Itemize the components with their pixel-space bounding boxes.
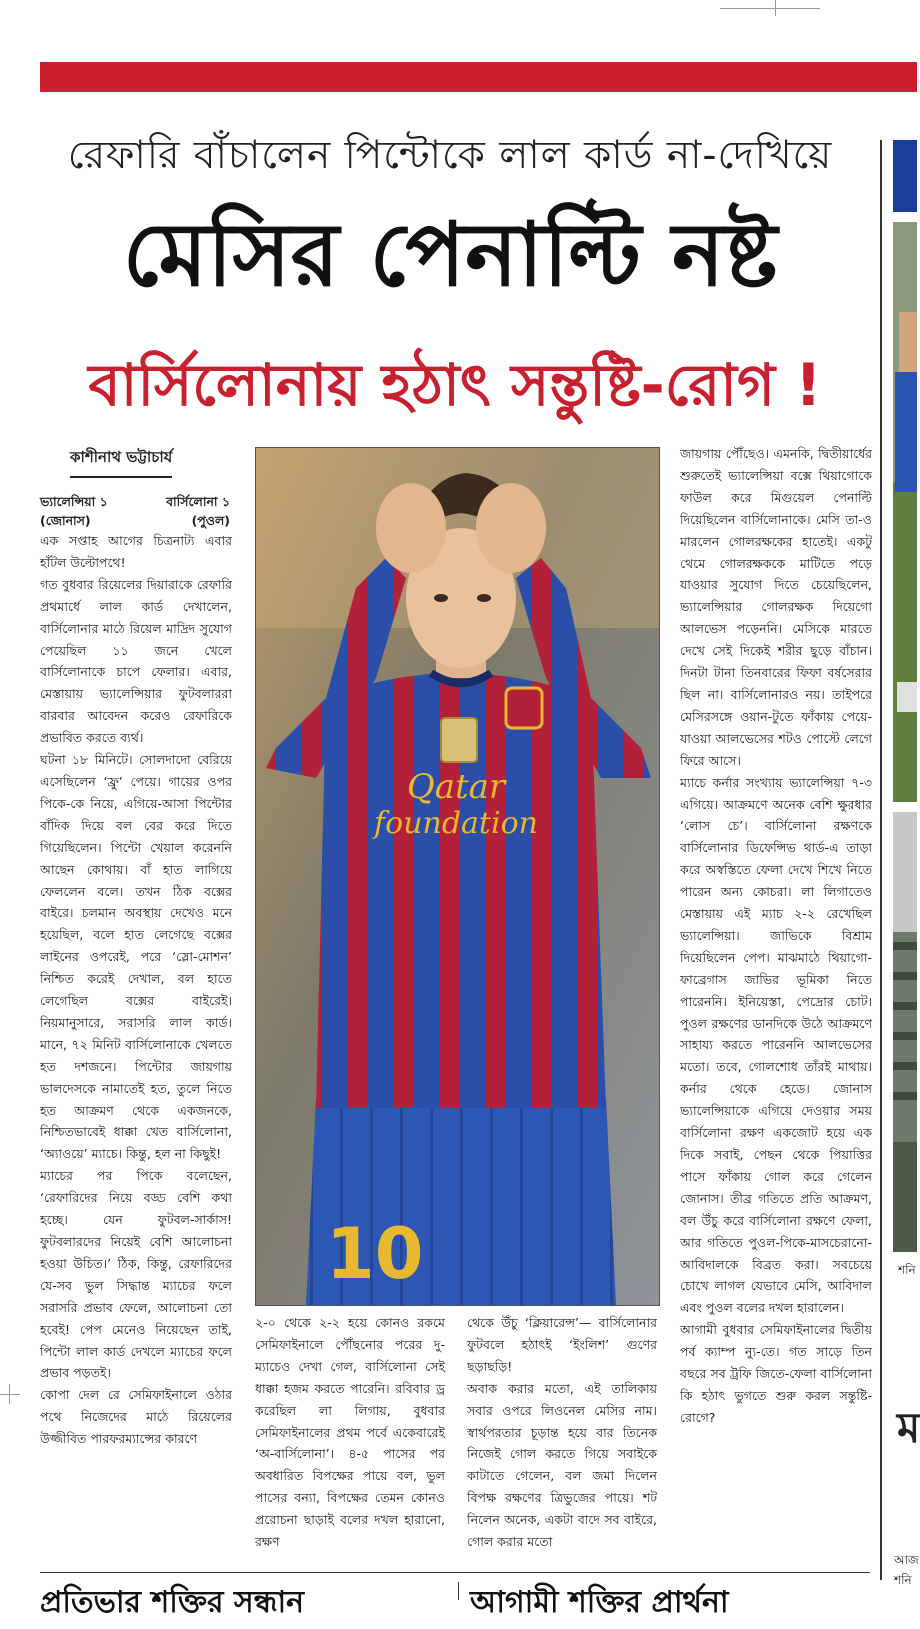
paragraph: ম্যাচের পর পিকে বলেছেন, ‘রেফারিদের নিয়ে বড্ড বেশি কথা হচ্ছে। যেন ফুটবল-সার্কাস! ফুটবলারদের নিয়েই বেশি আলোচনা হওয়া উচিত।’ ঠিক, কিন্তু, রেফারিদের যে-সব ভুল সিদ্ধান্ত ম্যাচের ফলে সরাসরি প্রভাব ফেলে, আলোচনা তো হবেই! পেপ মেনেও নিয়েছেন তাই, পিন্টো লাল কার্ড দেখলে ম্যাচের ফলে প্রভাব পড়তই।: [40, 1168, 232, 1381]
adjacent-text-fragment-2: শনি: [894, 1573, 912, 1587]
paragraph: কোপা দেল রে সেমিফাইনালে ওঠার পথে নিজেদের মাঠে রিয়েলের উজ্জীবিত পারফরম্যান্সের কারণে: [40, 1387, 232, 1447]
adjacent-photo-bottom: [893, 812, 917, 1252]
scoreline: [40, 492, 230, 530]
paragraph: অবাক করার মতো, এই তালিকায় সবার ওপরে লিওনেল মেসির নাম। স্বার্থপরতার চূড়ান্ত হয়ে বার তিনেক নিজেই গোল করতে গিয়ে সবাইকে কাটাতে গেলেন, বল জমা দিলেন বিপক্ষ রক্ষণের ত্রিভুজের পায়ে। শট নিলেন অনেক, একটা বাদে সব বাইরে, গোল করার মতো: [467, 1380, 657, 1550]
adjacent-text-fragment-1: আজ: [894, 1553, 919, 1567]
crop-mark-vertical: [775, 0, 776, 16]
next-story-separator: [458, 1582, 459, 1600]
shorts-number-text: 10: [326, 1213, 424, 1295]
home-team-score: ভ্যালেন্সিয়া ১: [40, 494, 108, 509]
byline: কাশীনাথ ভট্টাচার্য: [70, 446, 172, 478]
article-column-mid2: [467, 1312, 657, 1572]
jersey-sponsor-line1: Qatar: [406, 767, 506, 807]
home-scorer: (জোনাস): [40, 513, 91, 528]
paragraph: ২-০ থেকে ২-২ হয়ে কোনও রকমে সেমিফাইনালে পৌঁছনোর পরের দু-ম্যাচেও দেখা গেল, বার্সিলোনা সেই ধাক্কা হজম করতে পারেনি। রবিবার ড্র করেছিল লা লিগায়, বুধবার সেমিফাইনালের প্রথম পর্বে একেবারেই ‘অ-বার্সিলোনা’। ৪-৫ পাসের পর অবধারিত বিপক্ষের পায়ে বল, ভুল পাসের বন্যা, বিপক্ষের তেমন কোনও প্ররোচনা ছাড়াই বলের দখল হারানো, রক্ষণ: [255, 1315, 445, 1550]
next-story-headline-left: প্রতিভার শক্তির সন্ধান: [40, 1585, 305, 1620]
registration-mark-h: [0, 1394, 20, 1395]
crop-mark-horizontal: [720, 8, 820, 9]
article-column-right: [680, 443, 872, 1563]
article-column-mid1: [255, 1312, 445, 1572]
next-story-headline-right: আগামী শক্তির প্রার্থনা: [470, 1585, 729, 1620]
paragraph: আগামী বুধবার সেমিফাইনালের দ্বিতীয় পর্ব ক্যাম্প ন্যু-তে। গত সাড়ে তিন বছরে সব ট্রফি জিতে-ফেলা বার্সিলোনা কি হঠাৎ ভুগতে শুরু করল সন্তুষ্টি-রোগে?: [680, 1322, 872, 1425]
player-photo: [255, 447, 660, 1306]
paragraph: এক সপ্তাহ আগের চিত্রনাট্য এবার হাঁটল উল্টোপথে!: [40, 533, 232, 570]
paragraph: থেকে উঁচু ‘ক্লিয়ারেন্স’— বার্সিলোনার ফুটবলে হঠাৎই ‘ইংলিশ’ গুণের ছড়াছড়ি!: [467, 1315, 657, 1374]
adjacent-caption-fragment: শনি: [898, 1263, 916, 1277]
paragraph: গত বুধবার রিয়েলের দিয়ারাকে রেফারি প্রথমার্ধে লাল কার্ড দেখালেন, বার্সিলোনার মাঠে রিয়েল মাদ্রিদ সুযোগ পেয়েছিল ১১ জনে খেলে বার্সিলোনাকে চাপে ফেলার। এবার, মেস্তায়ায় ভ্যালেন্সিয়ার ফুটবলাররা বারবার আবেদন করেও রেফারিকে প্রভাবিত করতে ব্যর্থ।: [40, 576, 232, 746]
kicker-headline: রেফারি বাঁচালেন পিন্টোকে লাল কার্ড না-দেখিয়ে: [67, 133, 833, 178]
registration-mark-v: [9, 1384, 10, 1404]
paragraph: ঘটনা ১৮ মিনিটে। সোলদাদো বেরিয়ে এসেছিলেন ‘ফ্রু’ পেয়ে। গায়ের ওপর পিকে-কে নিয়ে, এগিয়ে-আসা পিন্টোর বাঁদিক দিয়ে বল বের করে দিতে গিয়েছিলেন। পিন্টো খেয়াল করেননি আছেন কোথায়। বাঁ হাত লাগিয়ে ফেললেন বলে। তখন ঠিক বক্সের বাইরে। চলমান অবস্থায় দেখেও মনে হয়েছিল, বলে হাত লেগেছে বক্সের লাইনের ওপরেই, পরে ‘স্লো-মোশন’ নিশ্চিত করেই দেখাল, বল হাতে লেগেছিল বক্সের বাইরেই। নিয়মানুসারে, সরাসরি লাল কার্ড। মানে, ৭২ মিনিট বার্সিলোনাকে খেলতে হত দশজনে। পিন্টোর জায়গায় ভালদেসকে নামাতেই হত, তুলে নিতে হত আক্রমণ থেকে একজনকে, নিশ্চিতভাবেই ধাক্কা খেত বার্সিলোনা, ‘অ্যাওয়ে’ ম্যাচে। কিন্তু, হল না কিছুই!: [40, 752, 232, 1162]
article-column-left: [40, 530, 232, 1570]
paragraph: ম্যাচে কর্নার সংখ্যায় ভ্যালেন্সিয়া ৭-৩ এগিয়ে। আক্রমণে অনেক বেশি ক্ষুরধার ‘লোস চে’। বার্সিলোনা রক্ষণকে বার্সিলোনার ডিফেন্সিভ থার্ড-এ তাড়া করে অস্বস্তিতে ফেলা দেখে শিখে নিতে পারেন অন্য কোচরা। লা লিগাতেও মেস্তায়ায় এই ম্যাচ ২-২ রেখেছিল ভ্যালেন্সিয়া। জাভিকে বিশ্রাম দিয়েছিলেন পেপ। মাঝমাঠে থিয়াগো-ফাব্রেগাস জাভির ভূমিকা নিতে পারেননি। ইনিয়েস্তা, পেদ্রোর চোট। পুওল রক্ষণের ডানদিকে উঠে আক্রমণে সাহায্য করতে পারেননি আলভেসের মতো। তবে, গোলশোধ তাঁরই মাথায়। কর্নার থেকে হেডে। জোনাস ভ্যালেন্সিয়াকে এগিয়ে দেওয়ার সময় বার্সিলোনা রক্ষণ একজোট হয়ে এক দিকে সবাই, পেছন থেকে পিয়াত্তির পাসে ফাঁকায় গোল করে গেলেন জোনাস। তীব্র গতিতে প্রতি আক্রমণ, বল উঁচু করে বার্সিলোনা রক্ষণে ফেলা, আর গতিতে পুওল-পিকে-মাসচেরানো-আবিদালকে বিব্রত করা। সবচেয়ে চোখে লাগল যেভাবে মেসি, আবিদাল এবং পুওল বলের দখল হারালেন।: [680, 774, 872, 1316]
paragraph: জায়গায় পৌঁছেও। এমনকি, দ্বিতীয়ার্ধের শুরুতেই ভ্যালেন্সিয়া বক্সে থিয়াগোকে ফাউল করে মিগুয়েল পেনাল্টি দিয়েছিলেন বার্সিলোনাকে। মেসি তা-ও মারলেন গোলরক্ষকের হাতেই। একটু থেমে গোলরক্ষককে মাটিতে পড়ে যাওয়ার সুযোগ দিতে চেয়েছিলেন, ভ্যালেন্সিয়ার গোলরক্ষক দিয়েগো আলভেস পড়েননি। মেসিকে মারতে দেখে সেই দিকেই শরীর ছুড়ে বাঁচান। দিনটা টানা তিনবারের ফিফা বর্ষসেরার ছিল না। বার্সিলোনারও নয়। তাইপরে মেসিরসঙ্গে ওয়ান-টুতে ফাঁকায় পেয়ে-যাওয়া আলভেসের শটও পোস্টে লেগে ফিরে আসে।: [680, 446, 872, 768]
jersey-sponsor-line2: foundation: [374, 806, 538, 841]
away-team-score: বার্সিলোনা ১: [166, 494, 230, 509]
away-scorer: (পুওল): [191, 513, 230, 528]
adjacent-photo-top: [893, 222, 917, 802]
bottom-rule: [40, 1572, 870, 1573]
subheadline: বার্সিলোনায় হঠাৎ সন্তুষ্টি-রোগ !: [88, 351, 822, 419]
main-headline: মেসির পেনাল্টি নষ্ট: [122, 203, 778, 306]
adjacent-story-banner: [893, 140, 917, 212]
section-color-bar: [40, 62, 917, 92]
adjacent-headline-fragment: ম: [897, 1403, 920, 1452]
column-rule-right: [880, 140, 882, 1580]
